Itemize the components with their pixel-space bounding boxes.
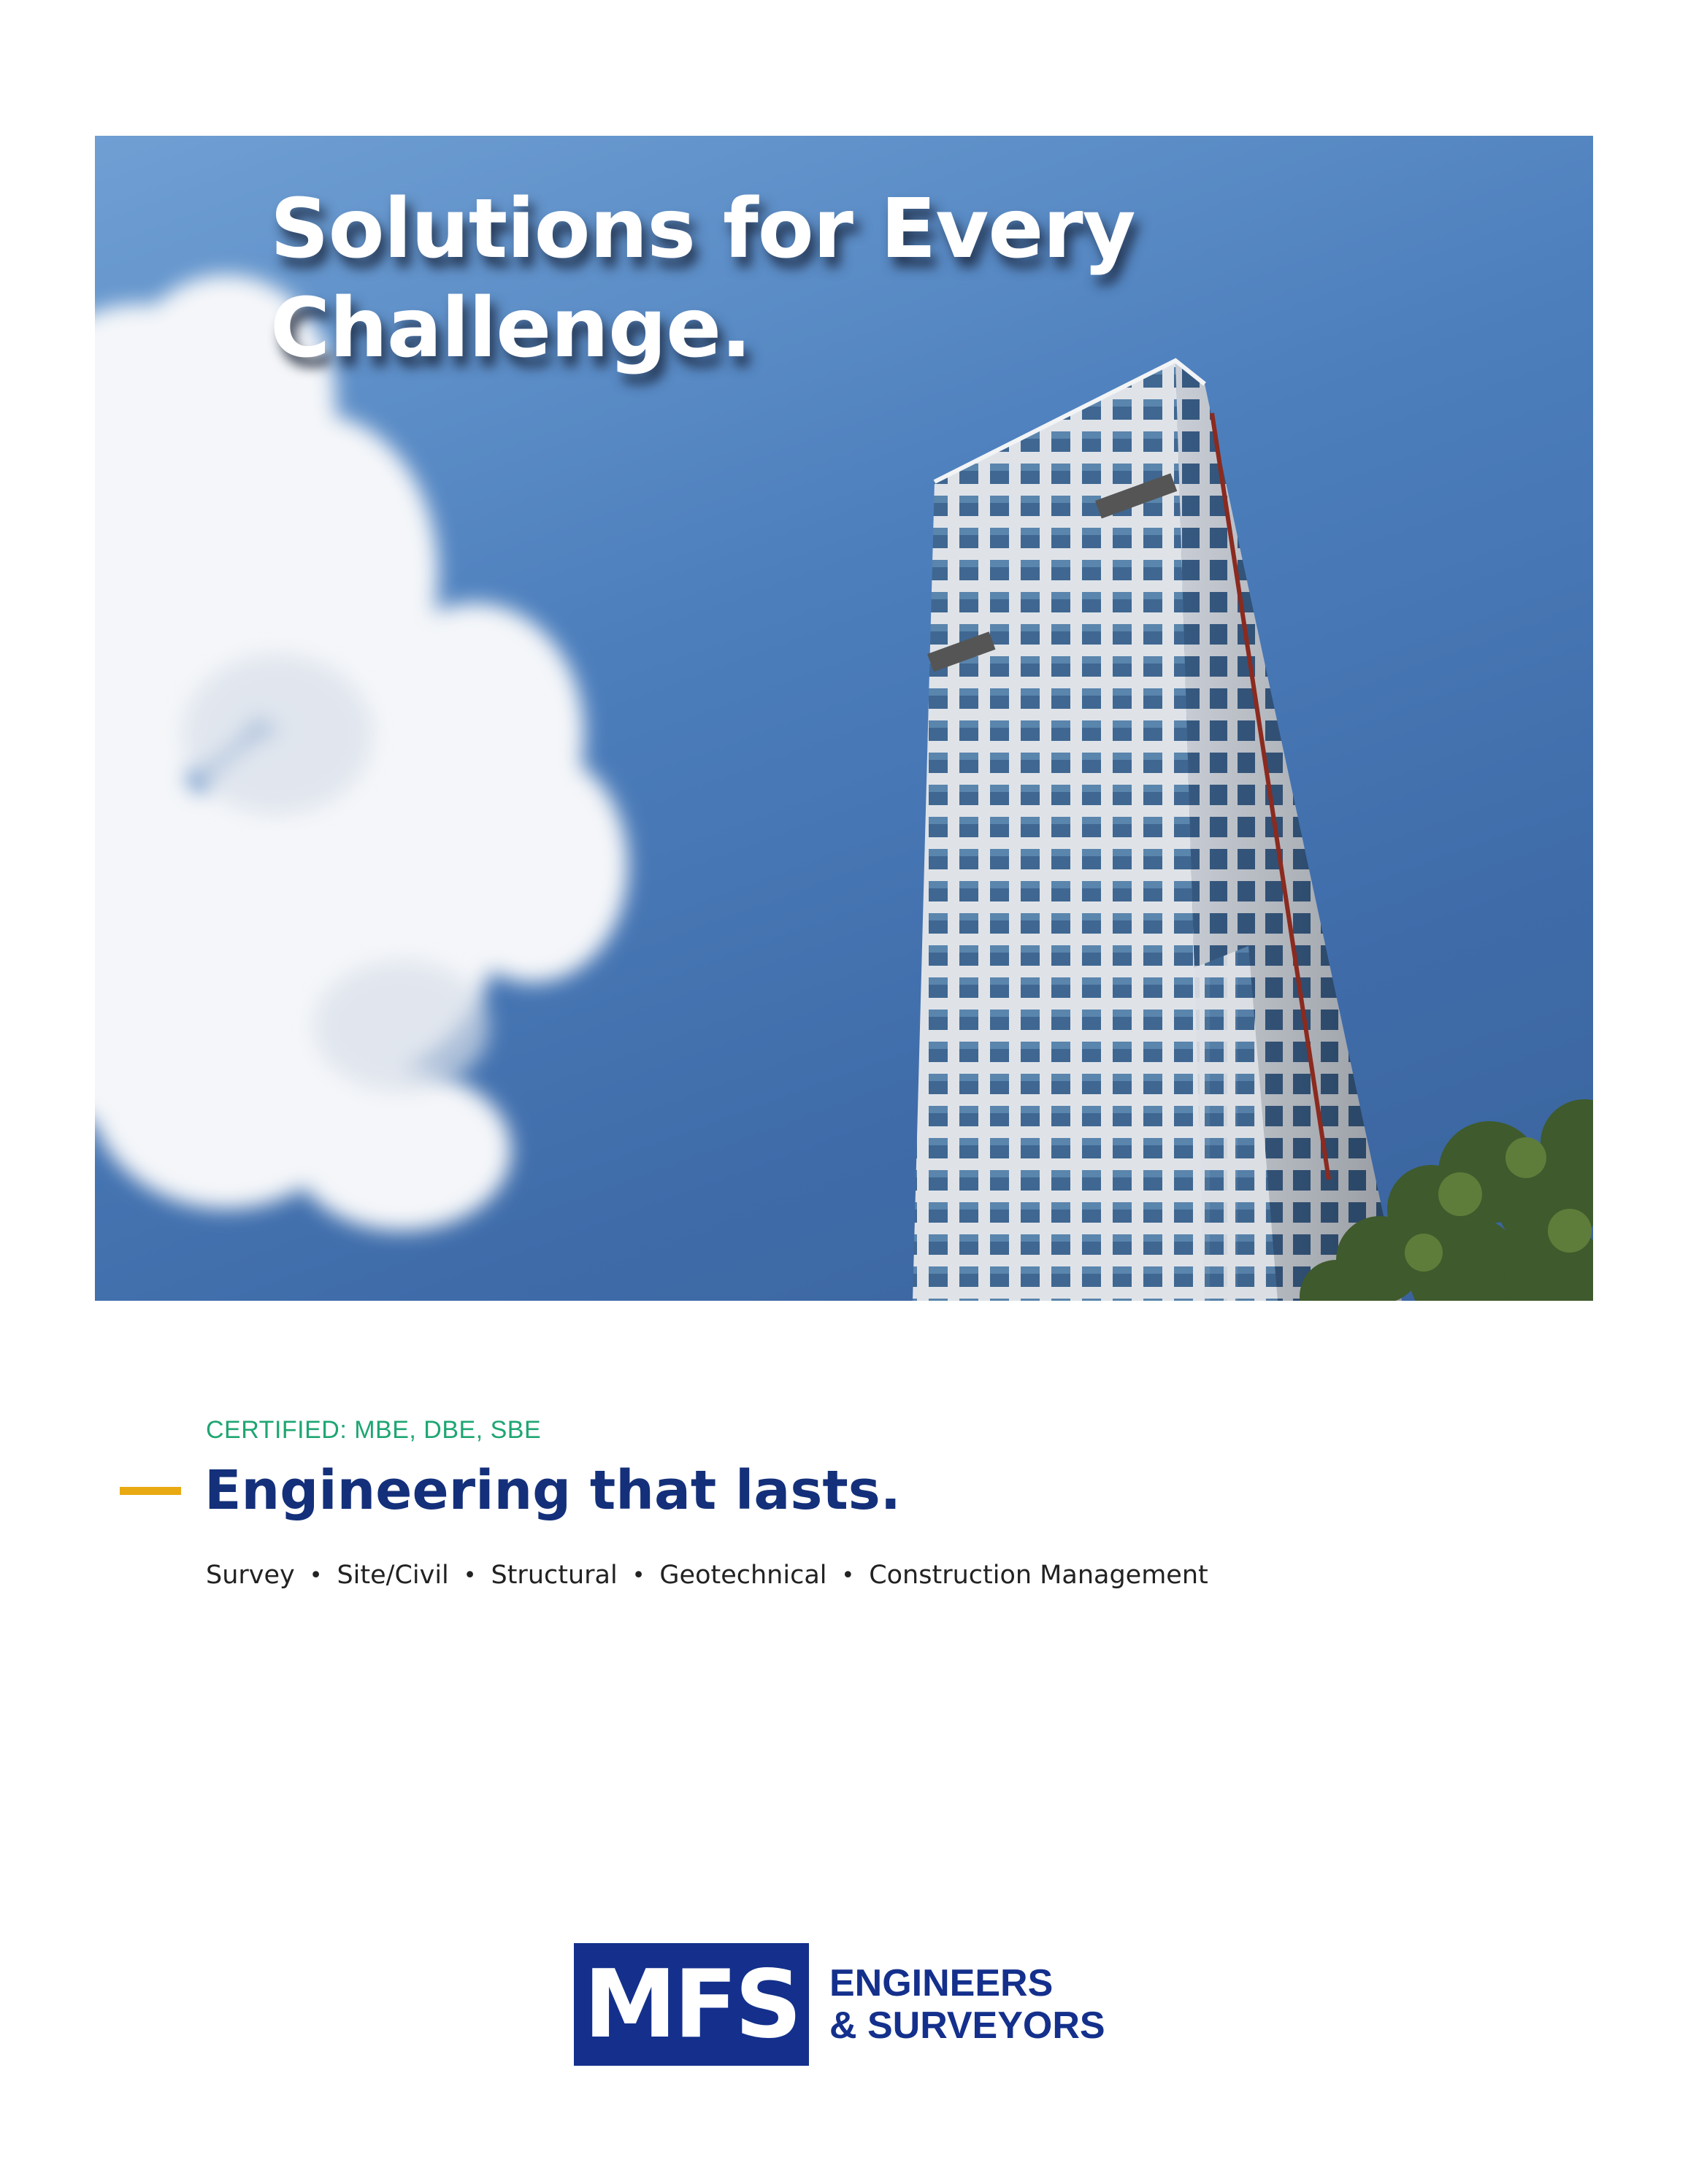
accent-dash [120,1487,181,1495]
bullet-separator: • [632,1562,645,1588]
services-list [206,1561,1208,1590]
logo-wordmark [829,1962,1105,2047]
service-item: Construction Management [869,1561,1208,1590]
logo-line-1: ENGINEERS [829,1962,1054,2004]
headline-line-1: Solutions for Every [270,182,1135,277]
bullet-separator: • [309,1562,323,1588]
service-item: Structural [491,1561,618,1590]
service-item: Survey [206,1561,295,1590]
certification-label: CERTIFIED: MBE, DBE, SBE [206,1416,542,1444]
service-item: Geotechnical [659,1561,827,1590]
service-item: Site/Civil [337,1561,449,1590]
tagline: Engineering that lasts. [204,1459,901,1522]
company-logo [574,1943,1105,2066]
hero-photo [95,136,1593,1301]
logo-line-2: & SURVEYORS [829,2004,1105,2047]
bullet-separator: • [463,1562,477,1588]
bullet-separator: • [841,1562,855,1588]
hero-headline [270,180,1135,378]
headline-line-2: Challenge. [270,281,751,376]
logo-mark: MFS [574,1943,809,2066]
